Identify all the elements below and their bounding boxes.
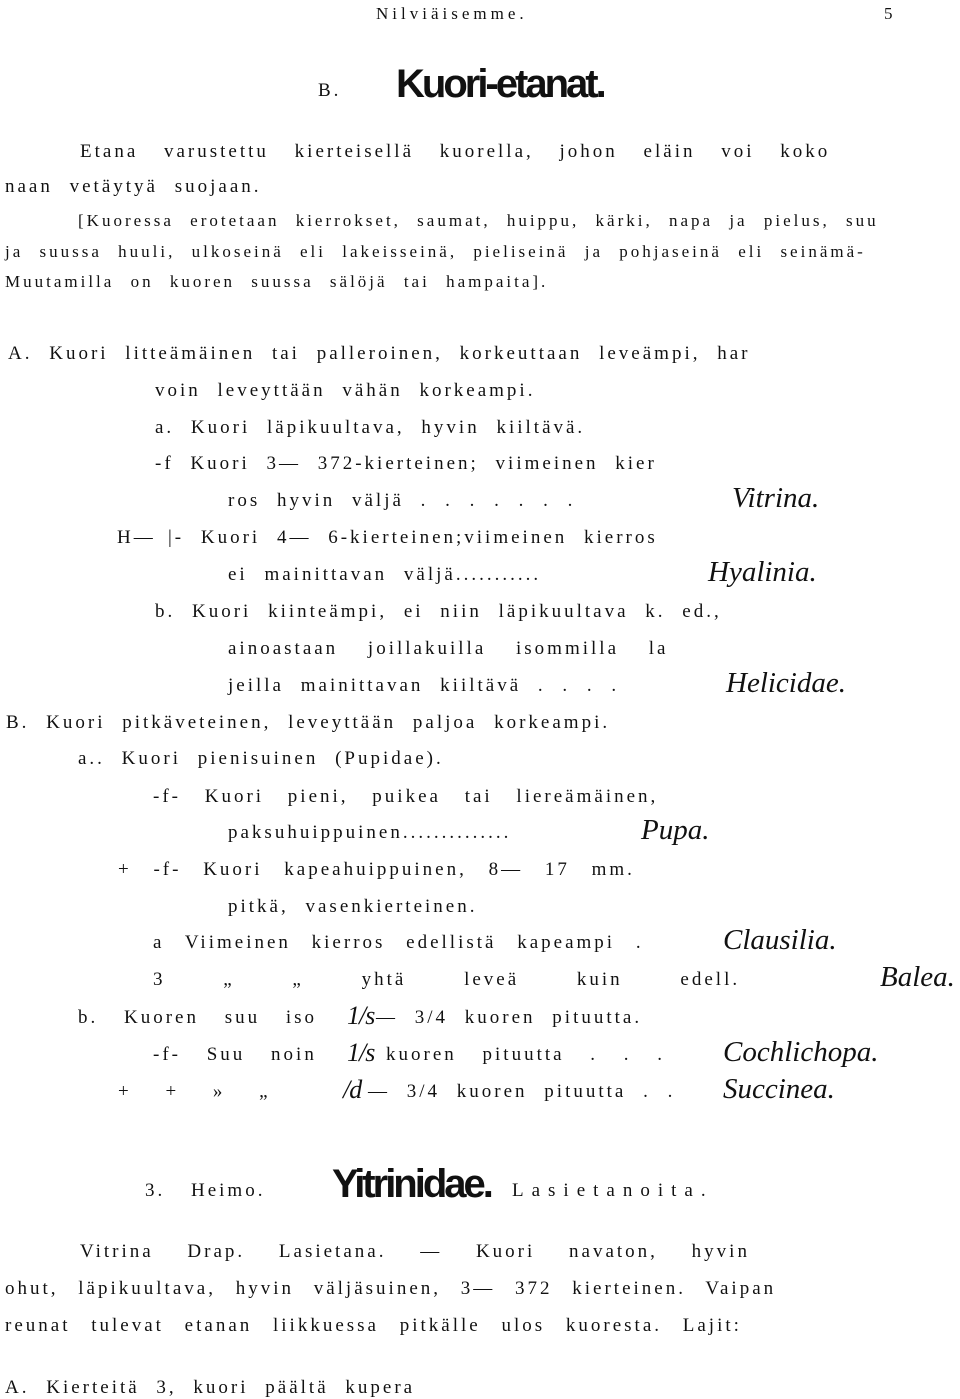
taxon-succinea: Succinea. [723, 1073, 835, 1105]
genus-line-4: A. Kierteitä 3, kuori päältä kupera [5, 1377, 416, 1398]
key-B-line: B. Kuori pitkäveteinen, leveyttään paljoa korkeampi. [6, 712, 611, 733]
genus-line-3: reunat tulevat etanan liikkuessa pitkälle ulos kuoresta. Lajit: [5, 1315, 742, 1336]
taxon-balea: Balea. [880, 961, 955, 993]
key-a-line: a. Kuori läpikuultava, hyvin kiiltävä. [155, 417, 586, 438]
key-aa-line: a.. Kuori pienisuinen (Pupidae). [78, 748, 444, 769]
intro-line-3: [Kuoressa erotetaan kierrokset, saumat, huippu, kärki, napa ja pielus, suu [78, 211, 879, 230]
intro-line-1: Etana varustettu kierteisellä kuorella, johon eläin voi koko [80, 141, 831, 162]
section-marker: B. [318, 80, 342, 101]
taxon-clausilia: Clausilia. [723, 924, 837, 956]
taxon-cochlichopa: Cochlichopa. [723, 1036, 879, 1068]
key-clausilia-line-2: pitkä, vasenkierteinen. [228, 896, 478, 917]
taxon-vitrina: Vitrina. [732, 482, 820, 514]
key-b-line-1: b. Kuori kiinteämpi, ei niin läpikuultava k. ed., [155, 601, 722, 622]
genus-line-1: Vitrina Drap. Lasietana. — Kuori navaton, hyvin [80, 1241, 750, 1262]
key-hyalinia-line-1: |- Kuori 4— 6-kierteinen;viimeinen kierros [168, 527, 658, 548]
key-hyalinia-line-2: ei mainittavan väljä........... [228, 564, 542, 585]
key-suu-line-1a: b. Kuoren suu iso [78, 1007, 318, 1028]
key-vitrina-line-1: -f Kuori 3— 372-kierteinen; viimeinen kier [155, 453, 657, 474]
taxon-hyalinia: Hyalinia. [708, 556, 817, 588]
key-succinea-line-c: — 3/4 kuoren pituutta . . [368, 1081, 676, 1102]
taxon-pupa: Pupa. [641, 814, 710, 846]
key-succinea-line-a: + + » „ [118, 1081, 271, 1102]
key-clausilia-line-3: a Viimeinen kierros edellistä kapeampi . [153, 932, 644, 953]
key-hyalinia-mark: H— [117, 527, 156, 548]
key-vitrina-line-2: ros hyvin väljä . . . . . . . [228, 490, 576, 511]
key-cochlichopa-fraction: 1/s [347, 1038, 375, 1067]
section-title: Kuori-etanat. [396, 62, 604, 106]
key-b-line-2: ainoastaan joillakuilla isommilla la [228, 638, 669, 659]
intro-line-5: Muutamilla on kuoren suussa sälöjä tai hampaita]. [5, 272, 549, 291]
family-name: Yitrinidae. [332, 1162, 491, 1206]
key-suu-fraction-1: 1/s [347, 1001, 375, 1030]
key-suu-line-1c: — 3/4 kuoren pituutta. [376, 1007, 643, 1028]
family-common-name: Lasietanoita. [512, 1180, 714, 1201]
family-number: 3. Heimo. [145, 1180, 266, 1201]
key-cochlichopa-line-a: -f- Suu noin [153, 1044, 317, 1065]
key-pupa-line-2: paksuhuippuinen.............. [228, 822, 512, 843]
page-number: 5 [884, 4, 897, 23]
key-b-line-3: jeilla mainittavan kiiltävä . . . . [228, 675, 620, 696]
key-clausilia-line-1: + -f- Kuori kapeahuippuinen, 8— 17 mm. [118, 859, 635, 880]
taxon-helicidae: Helicidae. [726, 667, 846, 699]
key-cochlichopa-line-c: kuoren pituutta . . . [386, 1044, 666, 1065]
key-balea-line: 3 „ „ yhtä leveä kuin edell. [153, 969, 741, 990]
genus-line-2: ohut, läpikuultava, hyvin väljäsuinen, 3— 372 kierteinen. Vaipan [5, 1278, 777, 1299]
intro-line-4: ja suussa huuli, ulkoseinä eli lakeisseinä, pieliseinä ja pohjaseinä eli seinämä- [5, 242, 866, 261]
key-A-line-1: A. Kuori litteämäinen tai palleroinen, korkeuttaan leveämpi, har [8, 343, 751, 364]
intro-line-2: naan vetäytyä suojaan. [5, 176, 262, 197]
key-A-line-2: voin leveyttään vähän korkeampi. [155, 380, 536, 401]
running-title: Nilviäisemme. [376, 4, 528, 23]
key-succinea-fraction: /d [343, 1075, 362, 1104]
key-pupa-line-1: -f- Kuori pieni, puikea tai liereämäinen, [153, 786, 659, 807]
